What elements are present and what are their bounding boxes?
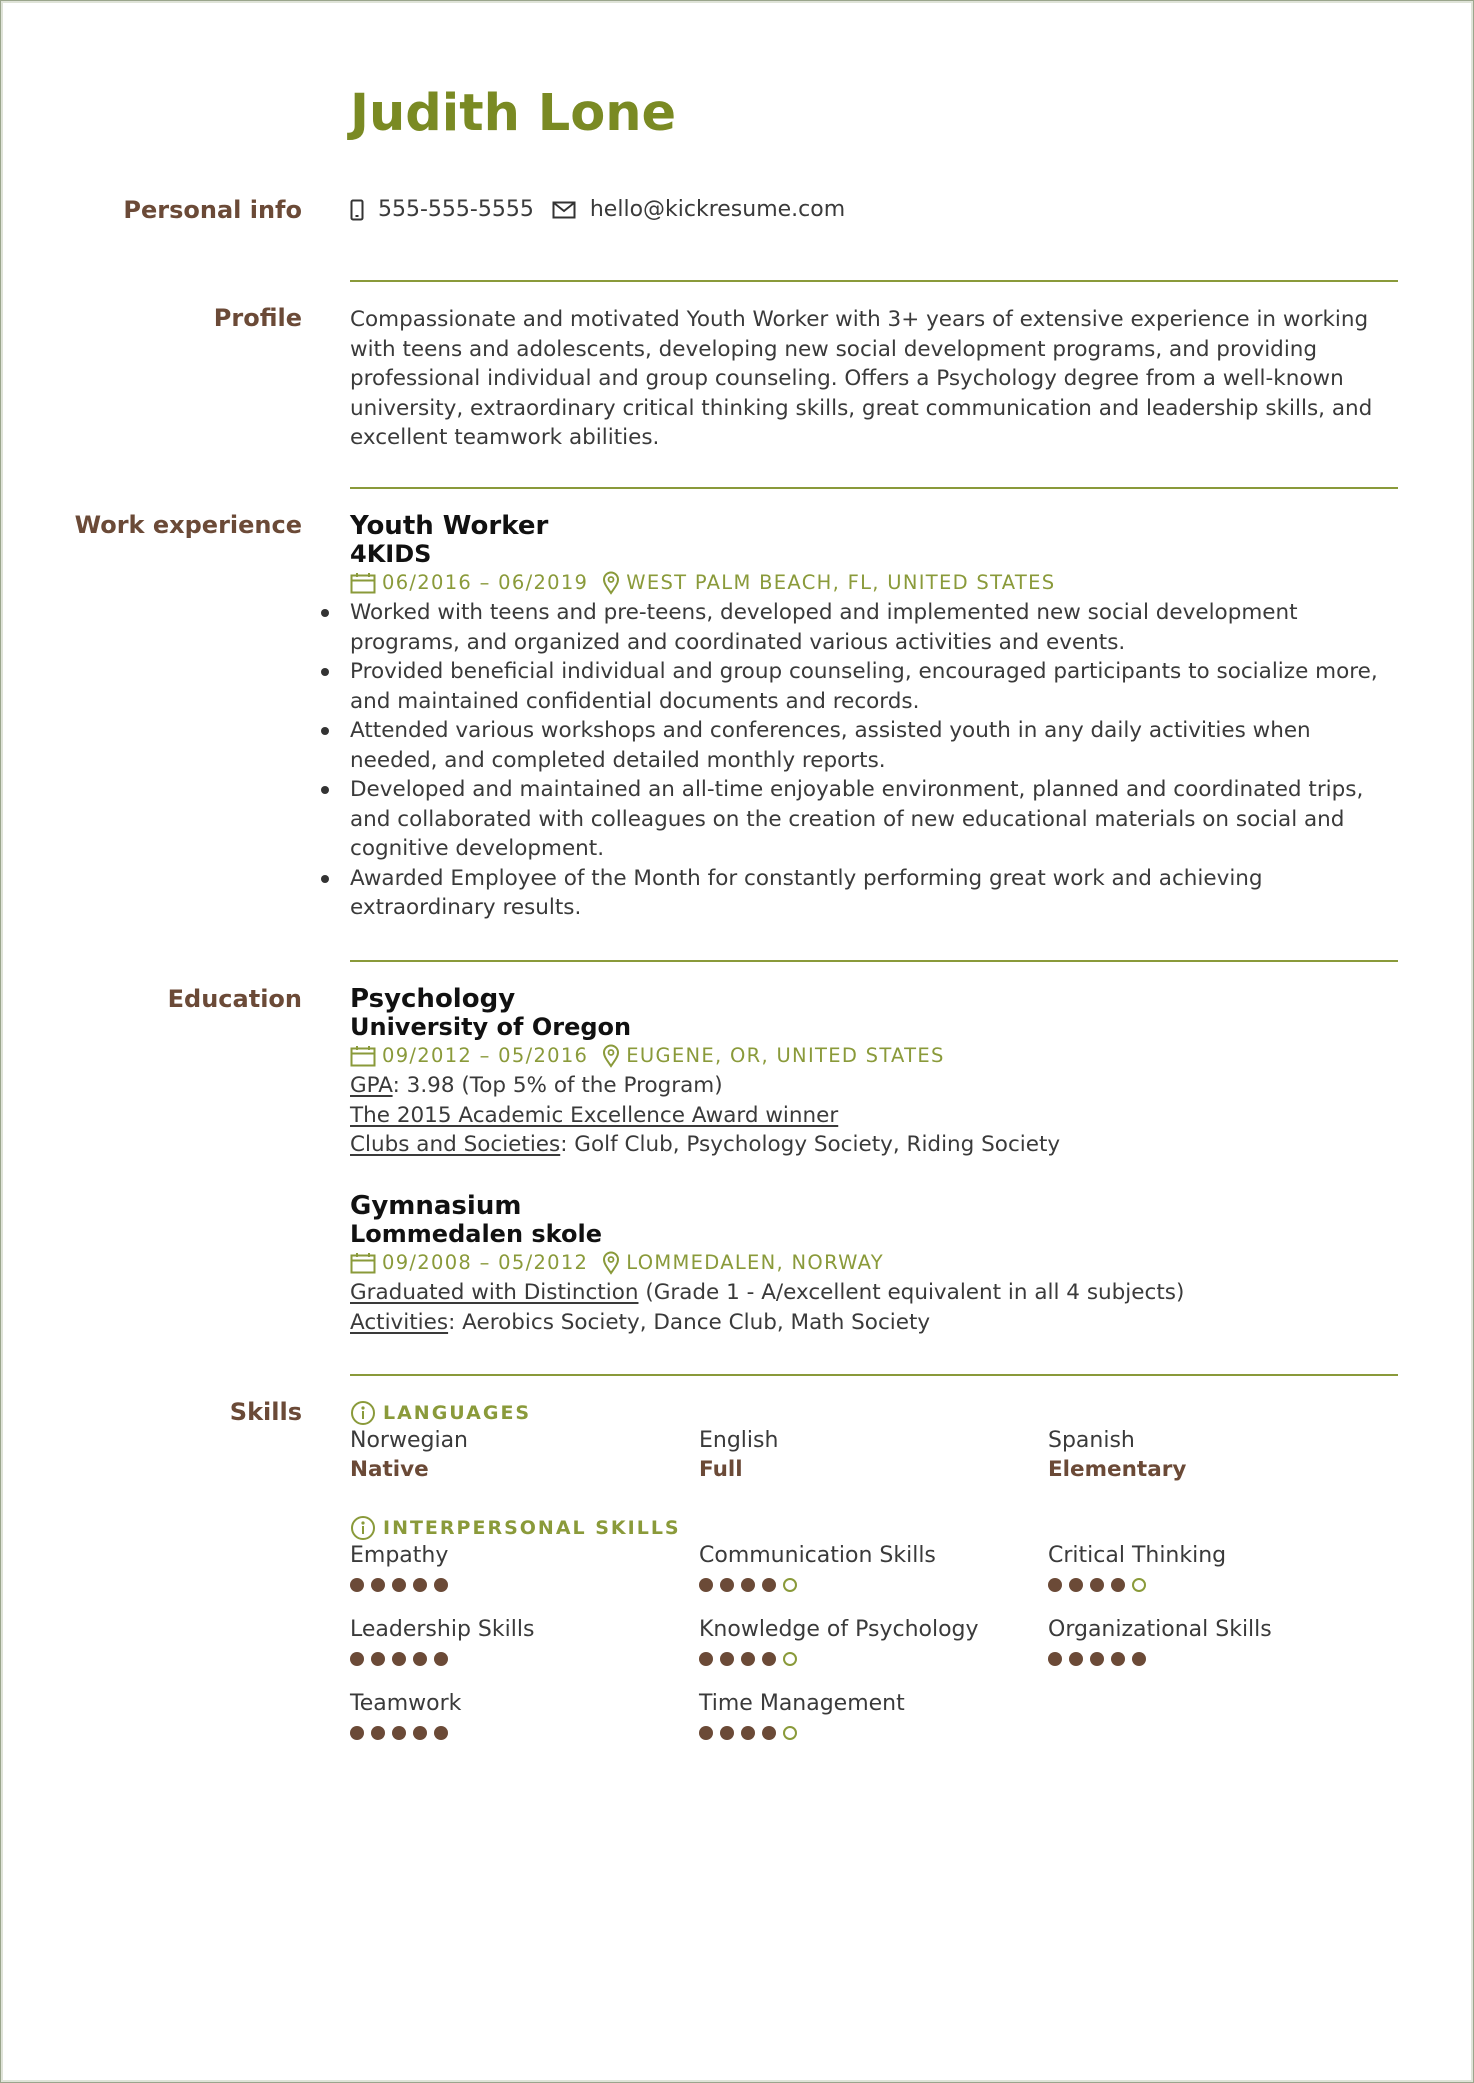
skill-rating <box>1048 1578 1397 1592</box>
degree: Gymnasium <box>350 1191 522 1221</box>
languages-heading: LANGUAGES <box>350 1400 1398 1426</box>
rating-dot-empty <box>783 1578 797 1592</box>
rating-dot-filled <box>741 1578 755 1592</box>
candidate-name: Judith Lone <box>350 84 677 143</box>
phone-number: 555-555-5555 <box>378 197 534 222</box>
skill-item <box>699 1615 1048 1666</box>
rating-dot-empty <box>783 1726 797 1740</box>
rating-dot-filled <box>699 1578 713 1592</box>
contact-phone[interactable] <box>350 197 534 222</box>
contact-email[interactable] <box>552 197 845 222</box>
company-name: 4KIDS <box>350 540 432 568</box>
rating-dot-filled <box>434 1578 448 1592</box>
skill-item <box>1048 1615 1397 1666</box>
skill-name: Teamwork <box>350 1691 462 1716</box>
skills-row <box>350 1615 1398 1666</box>
rating-dot-empty <box>783 1652 797 1666</box>
rating-dot-filled <box>1132 1652 1146 1666</box>
education-meta <box>350 1248 1398 1278</box>
rating-dot-filled <box>350 1578 364 1592</box>
rating-dot-filled <box>392 1726 406 1740</box>
skill-item <box>699 1689 1048 1740</box>
section-divider <box>350 487 1398 489</box>
section-divider <box>350 960 1398 962</box>
section-divider <box>350 1374 1398 1376</box>
rating-dot-filled <box>434 1652 448 1666</box>
skill-name: Time Management <box>699 1691 905 1716</box>
list-item: Developed and maintained an all-time enjoyable environment, planned and coordinated trips, and collaborated with colleagues on the creation of new educational materials on social and cognitive development. <box>350 775 1398 864</box>
rating-dot-filled <box>1069 1652 1083 1666</box>
skill-rating <box>350 1726 699 1740</box>
profile-text: Compassionate and motivated Youth Worker with 3+ years of extensive experience in working with teens and adolescents, developing new social development programs, and providing professional individual and group counseling. Offers a Psychology degree from a well-known university, extraordinary critical thinking skills, great communication and leadership skills, and excellent teamwork abilities. <box>350 307 1373 450</box>
rating-dot-filled <box>350 1726 364 1740</box>
school-name: Lommedalen skole <box>350 1220 602 1248</box>
rating-dot-empty <box>1132 1578 1146 1592</box>
education-detail: GPA: 3.98 (Top 5% of the Program) <box>350 1073 723 1098</box>
skill-item <box>350 1615 699 1666</box>
calendar-icon <box>350 572 376 594</box>
rating-dot-filled <box>1069 1578 1083 1592</box>
rating-dot-filled <box>1048 1652 1062 1666</box>
education-location: LOMMEDALEN, NORWAY <box>626 1251 884 1274</box>
education-meta <box>350 1041 1398 1071</box>
rating-dot-filled <box>720 1726 734 1740</box>
calendar-icon <box>350 1045 376 1067</box>
skill-rating <box>350 1578 699 1592</box>
job-location: WEST PALM BEACH, FL, UNITED STATES <box>626 571 1056 594</box>
rating-dot-filled <box>1090 1578 1104 1592</box>
calendar-icon <box>350 1252 376 1274</box>
rating-dot-filled <box>371 1652 385 1666</box>
job-dates: 06/2016 – 06/2019 <box>382 571 589 594</box>
rating-dot-filled <box>392 1578 406 1592</box>
skill-name: Knowledge of Psychology <box>699 1617 979 1642</box>
list-item: Provided beneficial individual and group counseling, encouraged participants to socialize more, and maintained confidential documents and records. <box>350 657 1398 716</box>
interpersonal-heading: INTERPERSONAL SKILLS <box>350 1515 1398 1541</box>
skills-row <box>350 1689 1398 1740</box>
skill-name: Communication Skills <box>699 1543 936 1568</box>
rating-dot-filled <box>741 1726 755 1740</box>
skill-item <box>350 1541 699 1592</box>
section-label-work-experience: Work experience <box>74 511 302 539</box>
education-dates: 09/2012 – 05/2016 <box>382 1044 589 1067</box>
email-address: hello@kickresume.com <box>589 197 846 222</box>
rating-dot-filled <box>413 1726 427 1740</box>
section-divider <box>350 280 1398 282</box>
language-item: Spanish Elementary <box>1048 1428 1187 1482</box>
skill-rating <box>699 1652 1048 1666</box>
section-label-personal-info: Personal info <box>123 196 302 224</box>
skill-item <box>350 1689 699 1740</box>
languages-list <box>350 1426 1398 1484</box>
education-entry <box>350 985 1398 1160</box>
skill-name: Empathy <box>350 1543 449 1568</box>
rating-dot-filled <box>371 1726 385 1740</box>
section-label-profile: Profile <box>213 304 302 332</box>
degree: Psychology <box>350 984 516 1014</box>
rating-dot-filled <box>1048 1578 1062 1592</box>
education-detail: Graduated with Distinction (Grade 1 - A/excellent equivalent in all 4 subjects) <box>350 1280 1185 1305</box>
interpersonal-skills-list <box>350 1541 1398 1740</box>
section-label-education: Education <box>167 985 302 1013</box>
rating-dot-filled <box>413 1652 427 1666</box>
rating-dot-filled <box>762 1578 776 1592</box>
language-item: Norwegian Native <box>350 1428 468 1482</box>
rating-dot-filled <box>413 1578 427 1592</box>
rating-dot-filled <box>350 1652 364 1666</box>
skill-rating <box>699 1578 1048 1592</box>
education-dates: 09/2008 – 05/2012 <box>382 1251 589 1274</box>
education-location: EUGENE, OR, UNITED STATES <box>626 1044 945 1067</box>
education-entry <box>350 1192 1398 1337</box>
job-bullets <box>350 598 1398 923</box>
skills-section <box>350 1400 1398 1763</box>
rating-dot-filled <box>1090 1652 1104 1666</box>
rating-dot-filled <box>720 1652 734 1666</box>
rating-dot-filled <box>1111 1578 1125 1592</box>
skill-rating <box>699 1726 1048 1740</box>
list-item: Attended various workshops and conferences, assisted youth in any daily activities when needed, and completed detailed monthly reports. <box>350 716 1398 775</box>
education-detail: The 2015 Academic Excellence Award winner <box>350 1102 839 1128</box>
skill-rating <box>1048 1652 1397 1666</box>
info-icon <box>350 1400 376 1426</box>
skill-rating <box>350 1652 699 1666</box>
rating-dot-filled <box>699 1652 713 1666</box>
skill-name: Critical Thinking <box>1048 1543 1227 1568</box>
section-label-skills: Skills <box>229 1398 302 1426</box>
skill-item <box>1048 1541 1397 1592</box>
work-entry <box>350 512 1398 923</box>
contact-info <box>350 197 1398 222</box>
language-item: English Full <box>699 1428 779 1482</box>
list-item: Awarded Employee of the Month for constantly performing great work and achieving extraordinary results. <box>350 864 1398 923</box>
mail-icon <box>552 201 576 219</box>
job-title: Youth Worker <box>350 511 549 541</box>
education-detail: Activities: Aerobics Society, Dance Club, Math Society <box>350 1309 931 1335</box>
skills-row <box>350 1541 1398 1592</box>
location-pin-icon <box>602 1251 620 1275</box>
rating-dot-filled <box>371 1578 385 1592</box>
job-meta <box>350 568 1398 598</box>
rating-dot-filled <box>762 1652 776 1666</box>
skill-name: Leadership Skills <box>350 1617 535 1642</box>
rating-dot-filled <box>720 1578 734 1592</box>
list-item: Worked with teens and pre-teens, developed and implemented new social development programs, and organized and coordinated various activities and events. <box>350 598 1398 657</box>
education-detail: Clubs and Societies: Golf Club, Psychology Society, Riding Society <box>350 1132 1061 1157</box>
phone-icon <box>350 199 364 221</box>
rating-dot-filled <box>762 1726 776 1740</box>
rating-dot-filled <box>1111 1652 1125 1666</box>
rating-dot-filled <box>699 1726 713 1740</box>
skill-name: Organizational Skills <box>1048 1617 1272 1642</box>
rating-dot-filled <box>741 1652 755 1666</box>
rating-dot-filled <box>392 1652 406 1666</box>
location-pin-icon <box>602 1044 620 1068</box>
location-pin-icon <box>602 571 620 595</box>
skill-item <box>699 1541 1048 1592</box>
info-icon <box>350 1515 376 1541</box>
rating-dot-filled <box>434 1726 448 1740</box>
school-name: University of Oregon <box>350 1013 632 1041</box>
